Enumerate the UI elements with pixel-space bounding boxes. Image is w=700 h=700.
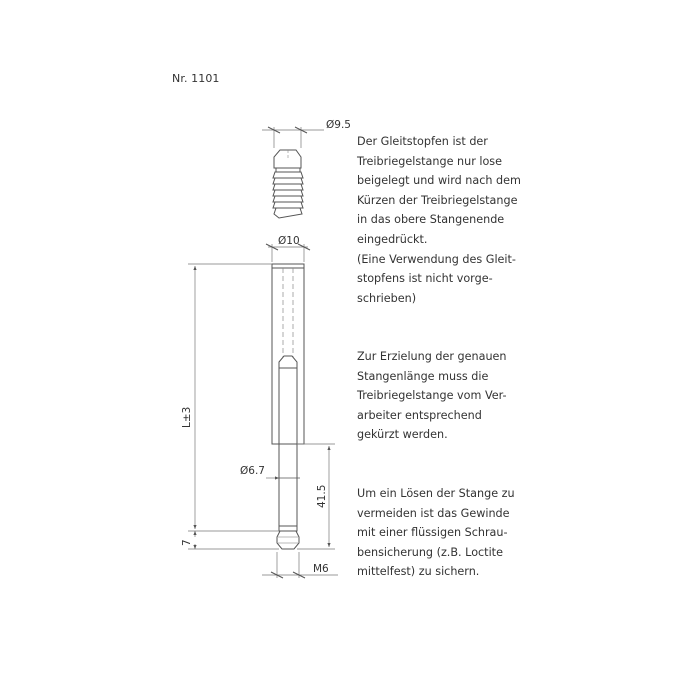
note-line: Stangenlänge muss die <box>357 369 489 383</box>
note-line: arbeiter entsprechend <box>357 408 482 422</box>
item-number: Nr. 1101 <box>172 72 220 85</box>
note-line: vermeiden ist das Gewinde <box>357 506 510 520</box>
note-line: Der Gleitstopfen ist der <box>357 135 488 148</box>
note-line: Kürzen der Treibriegelstange <box>357 193 518 207</box>
note-line: Treibriegelstange nur lose <box>357 154 503 168</box>
note-line: Treibriegelstange vom Ver- <box>357 389 507 403</box>
label-length: L±3 <box>181 406 193 428</box>
note-line: gekürzt werden. <box>357 428 448 442</box>
note-line: bensicherung (z.B. Loctite <box>357 545 503 559</box>
note-line: stopfens ist nicht vorge- <box>357 272 493 286</box>
glide-plug <box>262 127 324 218</box>
note-line: (Eine Verwendung des Gleit- <box>357 252 516 266</box>
label-thread: M6 <box>313 563 329 575</box>
label-thread-length: 41.5 <box>316 484 328 508</box>
note-line: mit einer flüssigen Schrau- <box>357 526 508 540</box>
label-inner-diameter: Ø6.7 <box>240 465 265 477</box>
note-line: beigelegt und wird nach dem <box>357 174 521 188</box>
label-rod-diameter: Ø10 <box>278 235 300 247</box>
note-line: mittelfest) zu sichern. <box>357 565 480 579</box>
rod <box>266 244 310 549</box>
label-end-length: 7 <box>181 539 193 546</box>
note-line: eingedrückt. <box>357 232 428 246</box>
note-line: schrieben) <box>357 291 417 305</box>
note-line: in das obere Stangenende <box>357 213 505 227</box>
note-line: Um ein Lösen der Stange zu <box>357 487 515 500</box>
note-line: Zur Erzielung der genauen <box>357 350 507 363</box>
label-plug-diameter: Ø9.5 <box>326 119 351 131</box>
dimensions <box>188 264 338 578</box>
